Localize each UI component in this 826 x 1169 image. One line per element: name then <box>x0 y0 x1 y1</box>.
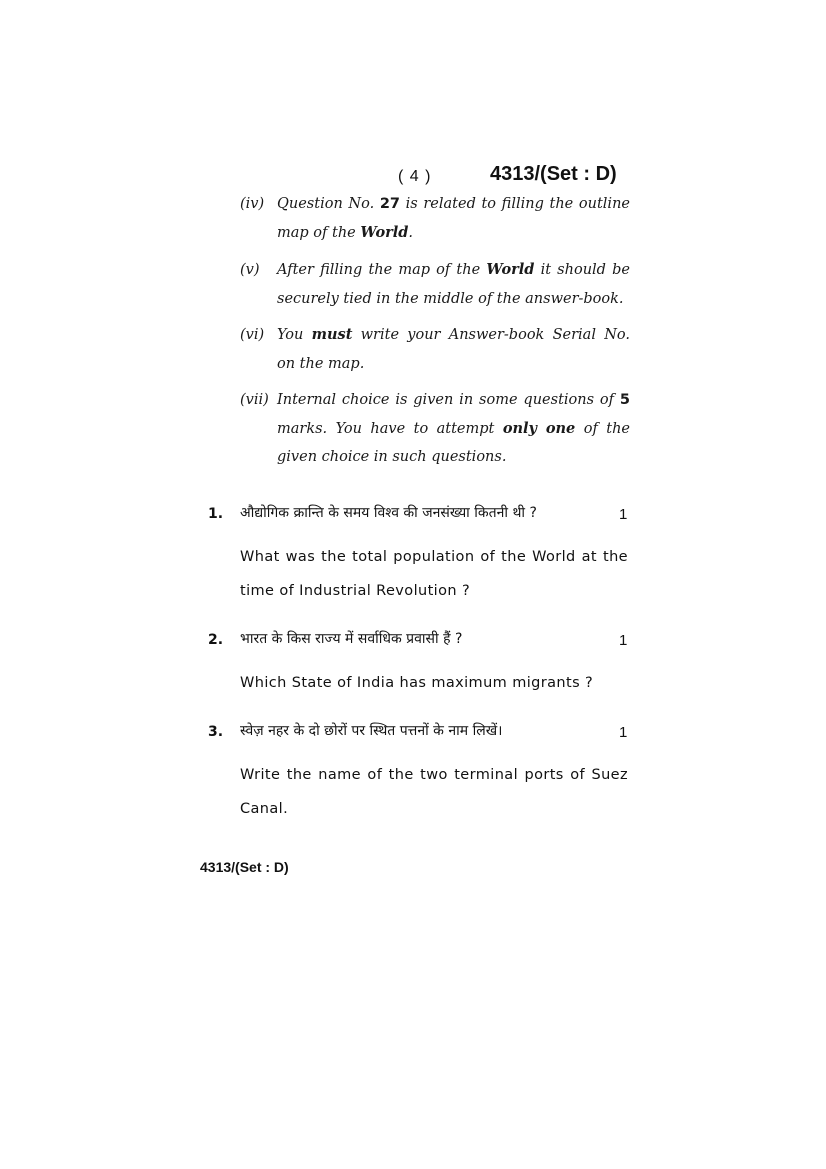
question-3-marks: 1 <box>619 724 628 741</box>
question-3-english: Write the name of the two terminal ports of Suez Canal. <box>240 767 628 817</box>
instruction-iv <box>240 190 630 247</box>
instruction-text: You must write your Answer-book Serial No. on the map. <box>277 326 630 372</box>
paper-code-header: 4313/(Set : D) <box>490 163 617 185</box>
question-2-english: Which State of India has maximum migrants ? <box>240 675 594 691</box>
question-2-number: 2. <box>208 632 224 648</box>
question-1-number: 1. <box>208 506 224 522</box>
instruction-text: Question No. 27 is related to filling the outline map of the World. <box>277 196 630 241</box>
question-1-marks: 1 <box>619 506 628 523</box>
instruction-text: Internal choice is given in some questions of 5 marks. You have to attempt only one of the given choice in such questions. <box>277 392 631 465</box>
instruction-number: (vii) <box>240 392 269 408</box>
page-number: ( 4 ) <box>398 168 432 185</box>
instruction-v <box>240 256 630 313</box>
question-3-number: 3. <box>208 724 224 740</box>
paper-code-footer: 4313/(Set : D) <box>200 859 289 875</box>
instruction-vi <box>240 321 630 378</box>
question-1-hindi: औद्योगिक क्रान्ति के समय विश्व की जनसंख्या कितनी थी ? <box>240 505 537 521</box>
question-1-english: What was the total population of the World at the time of Industrial Revolution ? <box>240 549 628 599</box>
instruction-text: After filling the map of the World it should be securely tied in the middle of the answer-book. <box>277 261 630 307</box>
question-2-marks: 1 <box>619 632 628 649</box>
instruction-number: (iv) <box>240 196 265 212</box>
question-3-hindi: स्वेज़ नहर के दो छोरों पर स्थित पत्तनों के नाम लिखें। <box>240 723 503 739</box>
instruction-vii <box>240 386 630 472</box>
question-2-hindi: भारत के किस राज्य में सर्वाधिक प्रवासी हैं ? <box>240 631 463 647</box>
instruction-number: (v) <box>240 262 260 278</box>
instruction-number: (vi) <box>240 327 265 343</box>
